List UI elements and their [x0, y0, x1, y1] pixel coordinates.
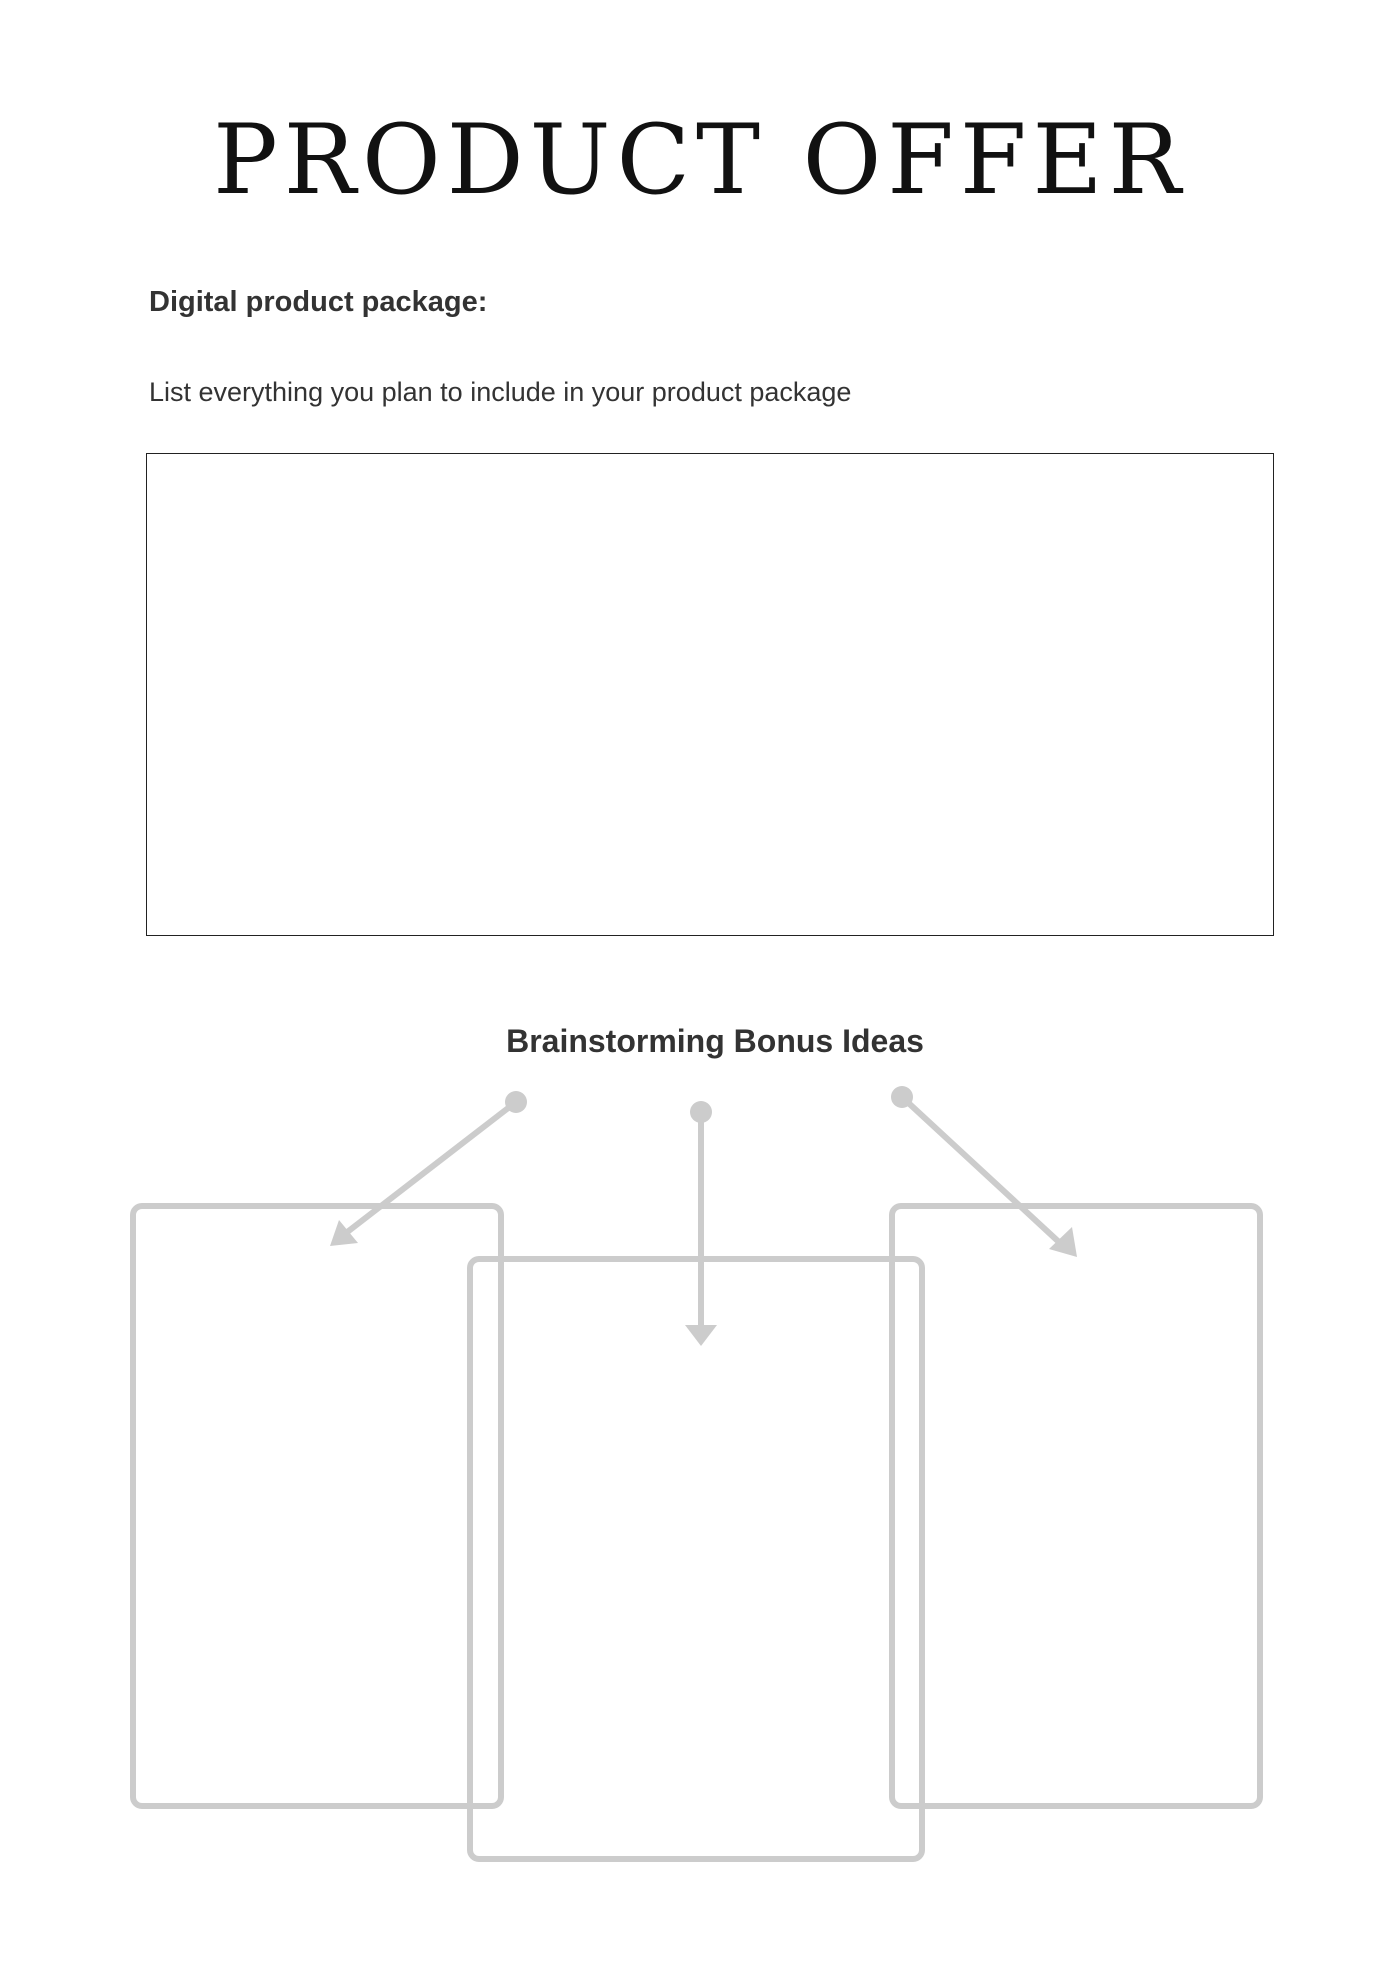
arrow-right-head — [1049, 1227, 1077, 1257]
bonus-heading: Brainstorming Bonus Ideas — [506, 1023, 924, 1059]
arrow-left — [330, 1091, 527, 1246]
page-title: PRODUCT OFFER — [213, 104, 1187, 216]
bonus-box-left[interactable] — [133, 1206, 501, 1806]
arrow-center — [685, 1101, 717, 1346]
arrow-right-line — [902, 1097, 1060, 1243]
bonus-box-center[interactable] — [470, 1259, 922, 1859]
bonus-box-right[interactable] — [892, 1206, 1260, 1806]
package-label: Digital product package: — [149, 286, 488, 318]
arrow-left-line — [346, 1102, 516, 1233]
arrow-right — [891, 1086, 1077, 1257]
arrow-center-head — [685, 1325, 717, 1346]
package-instruction: List everything you plan to include in your product package — [149, 377, 852, 407]
